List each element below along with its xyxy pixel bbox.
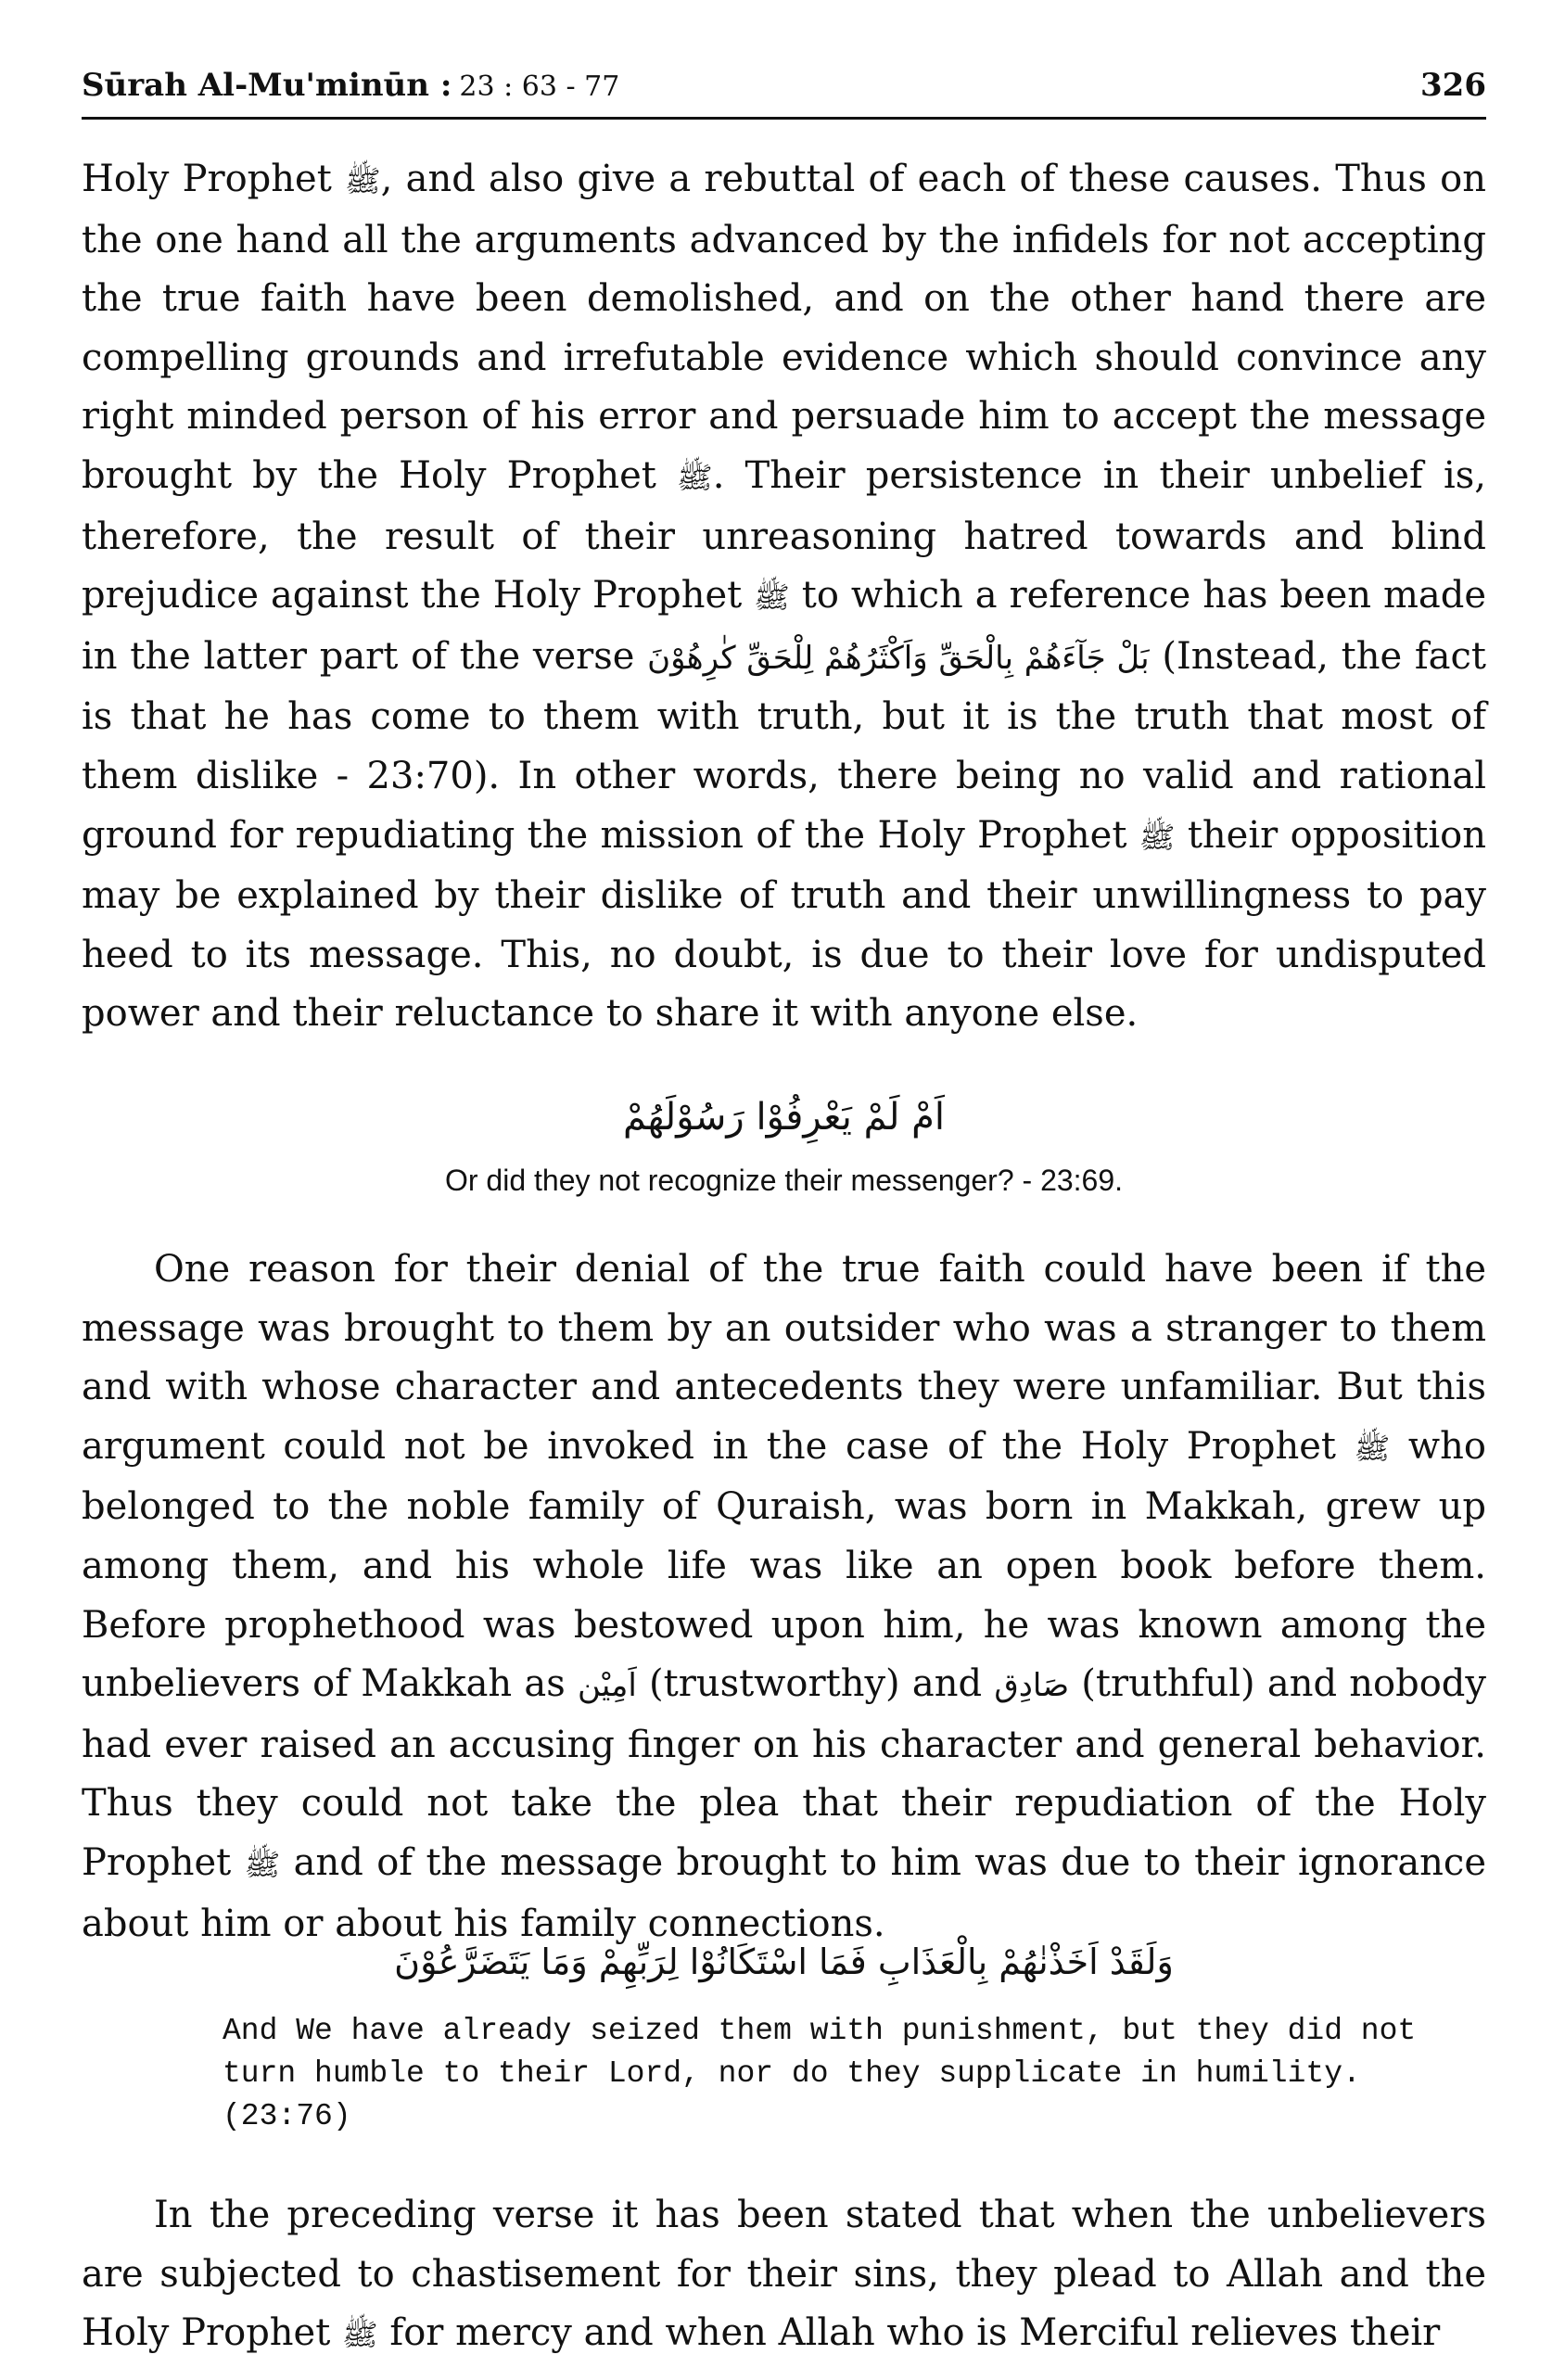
- text-run: (Instead, the fact is that he has come to them with truth, but it is the truth that most of them dislike - 23:70). In other words, there being no valid and rational ground for repudiating the mission of the Holy Prophet: [82, 634, 1486, 857]
- text-run: . Their persistence in their unbelief is, therefore, the result of their unreasoning hatred towards and blind prejudice against the Holy Prophet: [82, 453, 1487, 617]
- text-run: (trustworthy) and: [649, 1662, 983, 1706]
- salutation-glyph: ﷺ: [345, 163, 381, 198]
- text-run: and of the message brought to him was due to their ignorance about him or about his family connections.: [82, 1840, 1487, 1945]
- text-run: for mercy and when Allah who is Merciful relieves their: [389, 2311, 1441, 2355]
- salutation-glyph: ﷺ: [754, 579, 790, 616]
- salutation-glyph: ﷺ: [677, 459, 713, 495]
- arabic-verse-2: وَلَقَدْ اَخَذْنٰهُمْ بِالْعَذَابِ فَمَا اسْتَكَانُوْا لِرَبِّهِمْ وَمَا يَتَضَرَّعُوْنَ: [394, 1941, 1174, 1982]
- inline-arabic-verse: بَلْ جَآءَهُمْ بِالْحَقِّ وَاَكْثَرُهُمْ لِلْحَقِّ كٰرِهُوْنَ: [647, 639, 1150, 677]
- verse-2-translation: And We have already seized them with punishment, but they did not turn humble to their Lord, nor do they supplicate in humility. (23:76): [223, 2014, 1417, 2133]
- text-run: In the preceding verse it has been stated that when the unbelievers are subjected to chastisement for their sins, they plead to Allah and the Holy Prophet: [82, 2194, 1486, 2355]
- page-header: [82, 63, 1486, 120]
- verse-range: 23 : 63 - 77: [459, 70, 620, 103]
- text-run: who belonged to the noble family of Quraish, was born in Makkah, grew up among them, and his whole life was like an open book before them. Before prophethood was bestowed upon him, he was known among the unbelievers of Makkah as: [82, 1424, 1487, 1706]
- surah-name: Sūrah Al-Mu'minūn :: [82, 67, 452, 104]
- text-run: to which a reference has been made in the latter part of the verse: [82, 574, 1486, 678]
- paragraph-2: [82, 1241, 1486, 1954]
- text-run: Holy Prophet: [82, 158, 332, 200]
- paragraph-3: [82, 2186, 1486, 2365]
- running-title: [82, 67, 619, 104]
- arabic-word-amin: اَمِيْن: [577, 1667, 637, 1705]
- arabic-verse-1: اَمْ لَمْ يَعْرِفُوْا رَسُوْلَهُمْ: [623, 1096, 945, 1139]
- salutation-glyph: ﷺ: [1354, 1430, 1391, 1466]
- text-run: (truthful) and nobody had ever raised an accusing finger on his character and general behavior. Thus they could not take the plea that their repudiation of the Holy Prophet: [82, 1662, 1487, 1884]
- salutation-glyph: ﷺ: [1139, 819, 1176, 855]
- text-run: One reason for their denial of the true faith could have been if the message was brought to them by an outsider who was a stranger to them and with whose character and antecedents they were unfamiliar. But this argument could not be invoked in the case of the Holy Prophet: [82, 1248, 1486, 1468]
- salutation-glyph: ﷺ: [342, 2317, 378, 2353]
- arabic-word-sadiq: صَادِق: [994, 1667, 1070, 1705]
- verse-1-translation: Or did they not recognize their messenger? - 23:69.: [444, 1164, 1124, 1197]
- text-run: , and also give a rebuttal of each of these causes. Thus on the one hand all the arguments advanced by the infidels for not accepting the true faith have been demolished, and on the other hand there are compelling grounds and irrefutable evidence which should convince any right minded person of his error and persuade him to accept the message brought by the Holy Prophet: [82, 158, 1486, 497]
- page-number: 326: [1420, 67, 1486, 104]
- paragraph-1: [82, 150, 1486, 1044]
- text-run: their opposition may be explained by their dislike of truth and their unwillingness to pay heed to its message. This, no doubt, is due to their love for undisputed power and their reluctance to share it with anyone else.: [82, 813, 1487, 1036]
- salutation-glyph: ﷺ: [244, 1846, 281, 1882]
